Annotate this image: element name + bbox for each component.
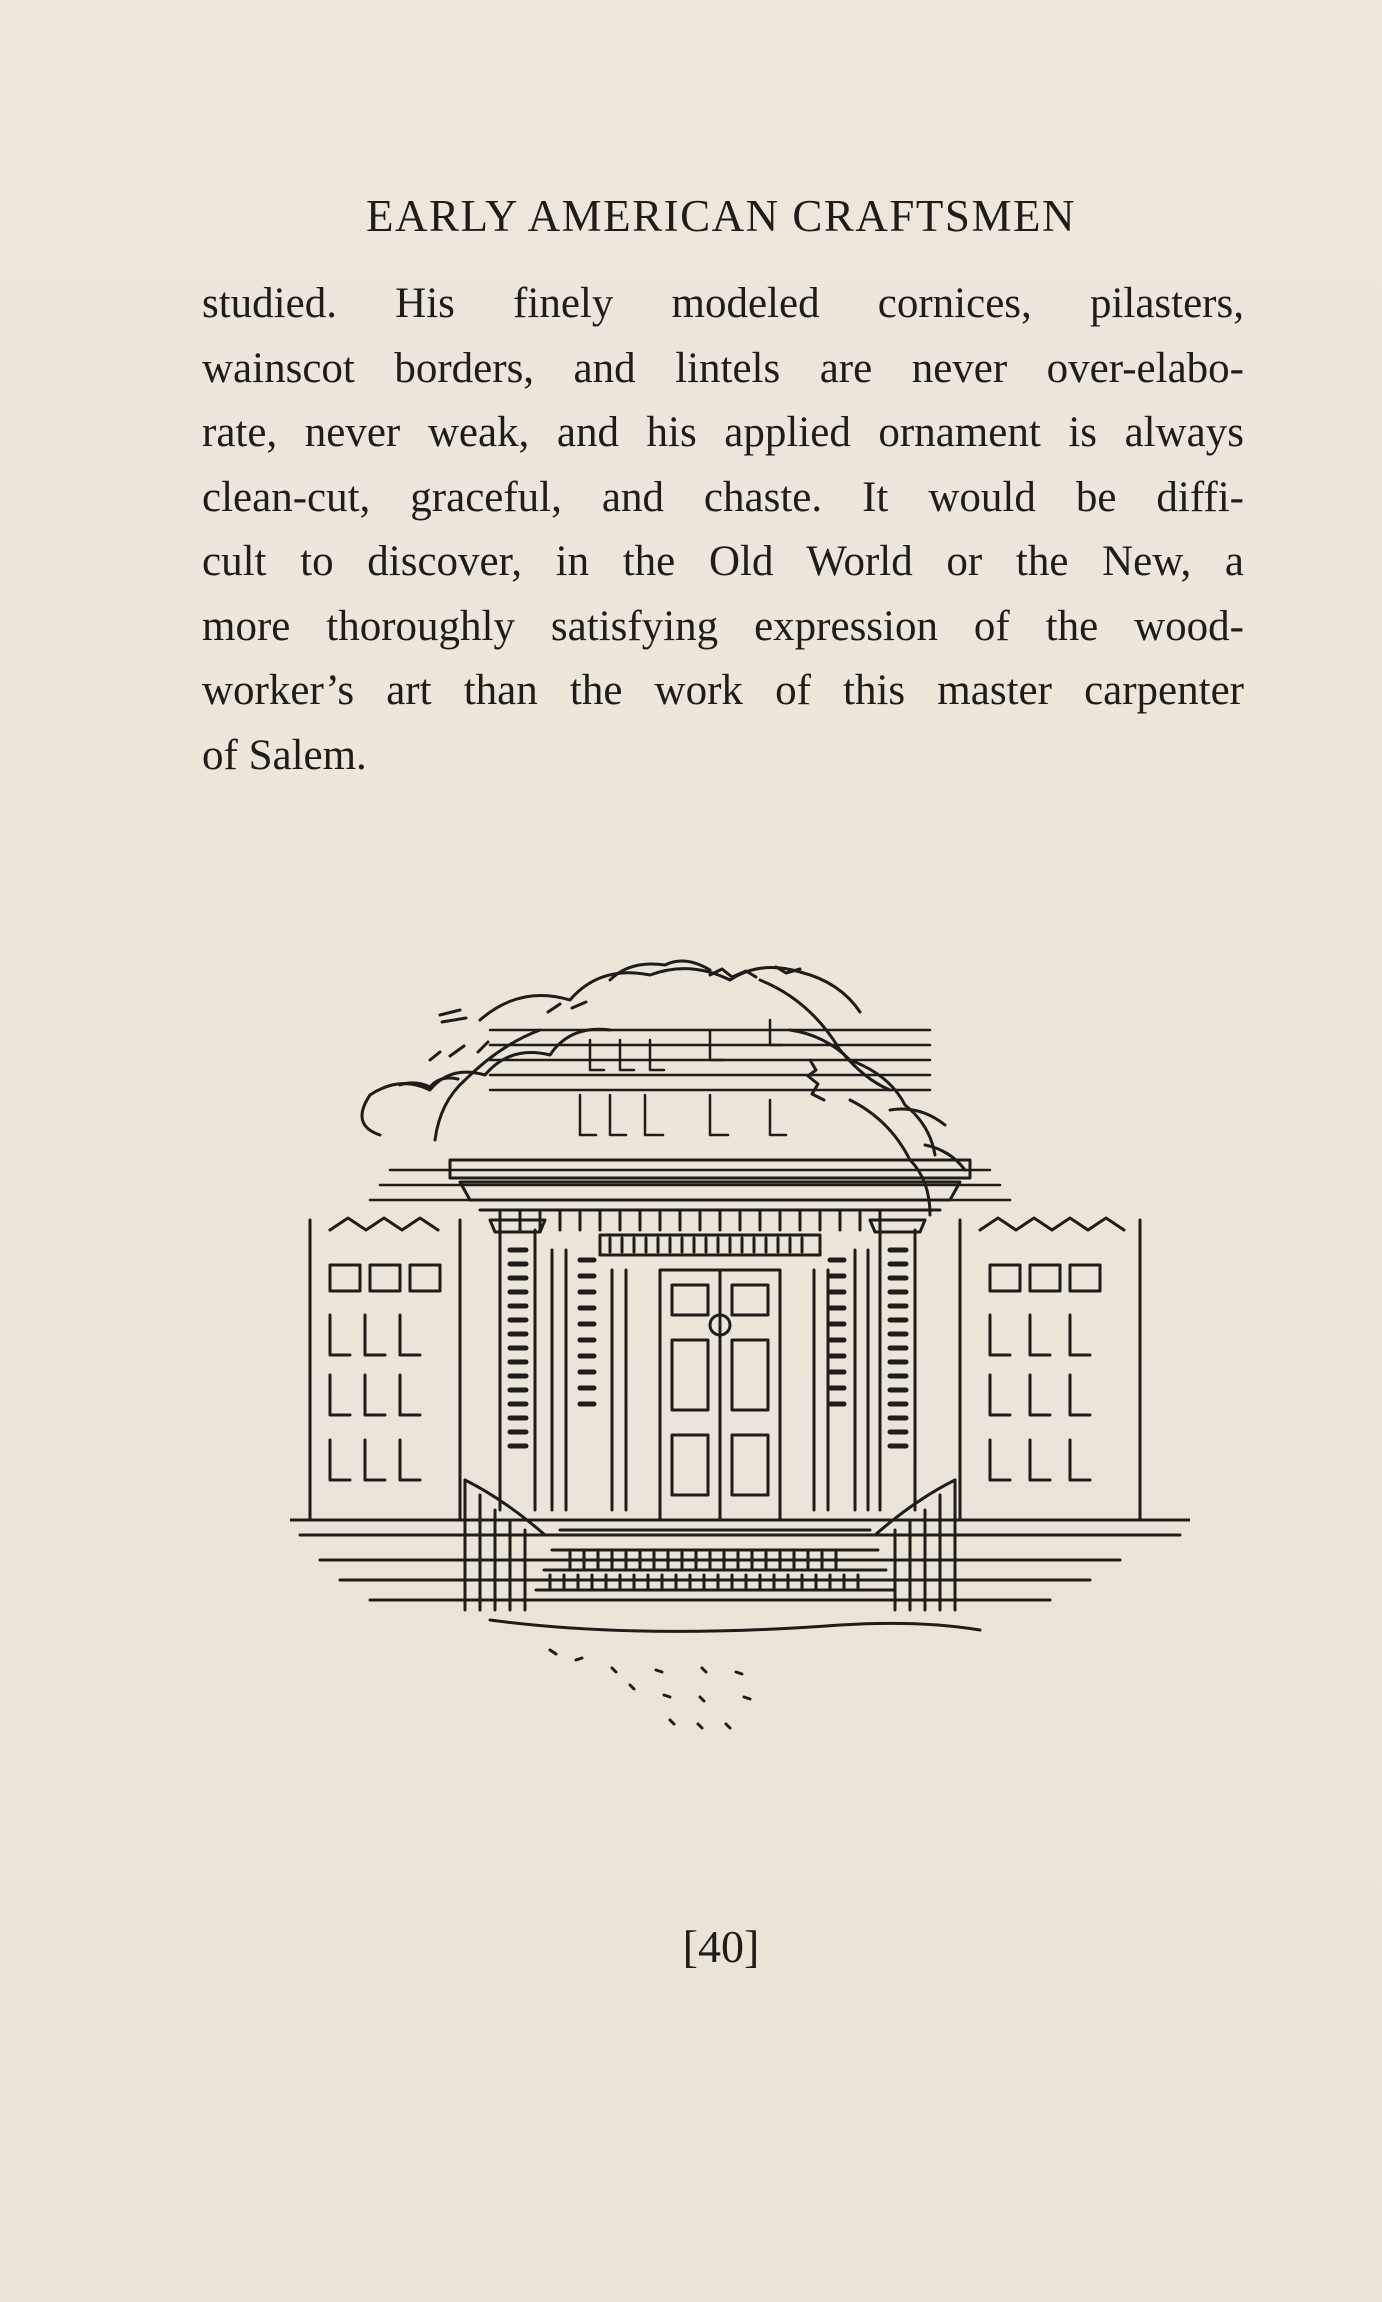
page-number: [40]	[682, 1921, 760, 1972]
text-line: rate, never weak, and his applied ornament is always	[202, 409, 1244, 456]
text-line: cult to discover, in the Old World or the New, a	[202, 538, 1244, 585]
text-line: studied. His finely modeled cornices, pilasters,	[202, 280, 1244, 327]
side-wings	[310, 1218, 1140, 1520]
text-line: more thoroughly satisfying expression of the wood-	[202, 602, 1244, 650]
doorway-engraving-icon	[290, 920, 1190, 1760]
text-line: worker’s art than the work of this master carpenter	[202, 667, 1244, 714]
running-head: EARLY AMERICAN CRAFTSMEN	[366, 191, 1076, 241]
steps-and-railings	[290, 1480, 1190, 1728]
doorway	[600, 1235, 828, 1520]
text-line: clean-cut, graceful, and chaste. It would be diffi-	[202, 473, 1244, 521]
text-line: of Salem.	[202, 731, 367, 779]
body-paragraph	[202, 272, 1244, 788]
text-line: wainscot borders, and lintels are never over-elabo-	[202, 344, 1244, 392]
